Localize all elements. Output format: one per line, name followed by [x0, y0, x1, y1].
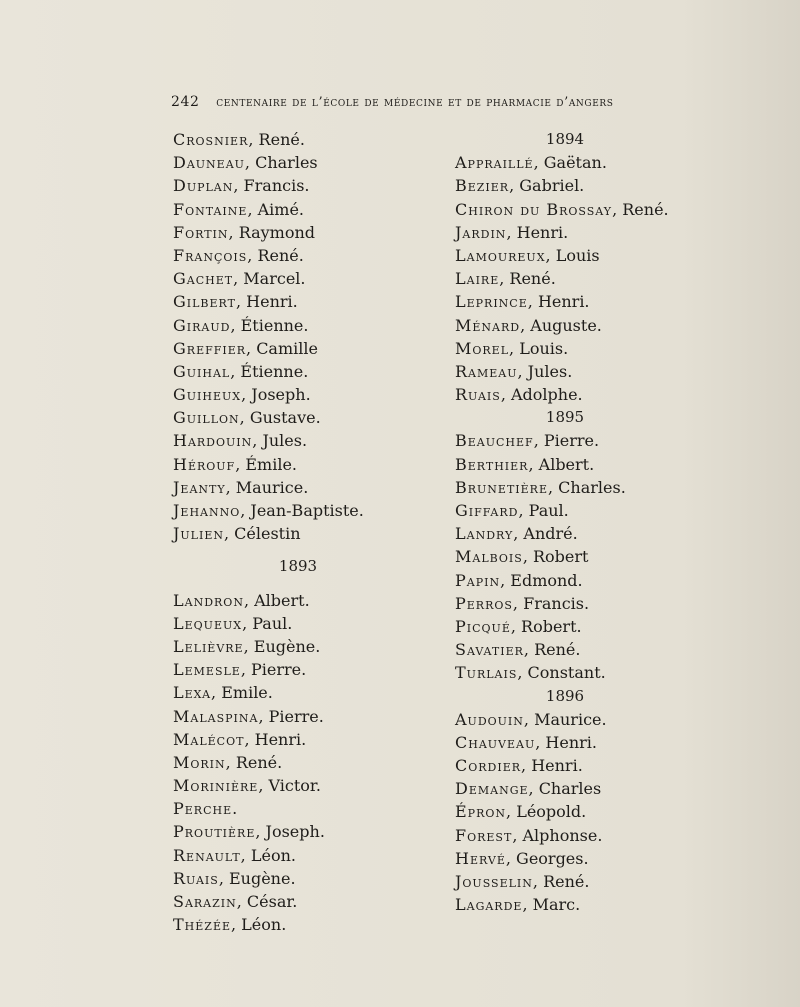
surname: Morin [173, 752, 226, 772]
given-name: René. [257, 245, 304, 265]
name-entry: Renault, Léon. [173, 845, 296, 865]
name-entry: Brunetière, Charles. [455, 477, 626, 497]
given-name: Victor. [268, 776, 321, 796]
surname: Turlais [455, 663, 518, 683]
left-block-2 [173, 589, 473, 937]
given-name: Albert. [254, 590, 310, 610]
given-name: Constant. [527, 663, 606, 683]
surname: Malaspina [173, 706, 259, 726]
given-name: Georges. [516, 848, 589, 868]
given-name: Aimé. [257, 199, 305, 219]
name-entry: Cordier, Henri. [455, 756, 583, 776]
surname: Hervé [455, 848, 506, 868]
surname: Ruais [173, 868, 219, 888]
given-name: Joseph. [251, 385, 311, 405]
left-block-1 [173, 128, 473, 545]
given-name: Gabriel. [519, 176, 585, 196]
name-entry: Ruais, Adolphe. [455, 385, 583, 405]
name-entry: Guiheux, Joseph. [173, 385, 311, 405]
given-name: Henri. [254, 729, 307, 749]
name-entry: Leprince, Henri. [455, 292, 590, 312]
name-entry: Lequeux, Paul. [173, 613, 293, 633]
name-entry: Duplan, Francis. [173, 176, 310, 196]
given-name: René. [543, 872, 590, 891]
name-entry: Lelièvre, Eugène. [173, 636, 321, 656]
given-name: Henri. [531, 756, 583, 776]
name-entry: Julien, Célestin [173, 524, 301, 544]
name-entry: Fontaine, Aimé. [173, 199, 305, 219]
name-entry: Landron, Albert. [173, 590, 310, 610]
page-number: 242 [171, 94, 200, 110]
name-entry: Dauneau, Charles [173, 153, 318, 173]
surname: Landry [455, 524, 514, 544]
given-name: Léon. [250, 845, 296, 865]
right-block-1 [455, 151, 675, 406]
surname: Chiron du Brossay [455, 199, 613, 219]
name-entry: Giraud, Étienne. [173, 315, 309, 335]
name-entry: Gilbert, Henri. [173, 292, 298, 312]
given-name: Camille [256, 338, 318, 358]
surname: Morinière [173, 776, 259, 796]
name-entry: Papin, Edmond. [455, 570, 583, 590]
given-name: Maurice. [235, 477, 309, 497]
surname: Brunetière [455, 477, 548, 497]
name-entry: Lagarde, Marc. [455, 895, 581, 915]
given-name: Marcel. [243, 269, 306, 289]
given-name: Gustave. [249, 408, 321, 428]
year-heading: 1893 [278, 557, 318, 576]
surname: Dauneau [173, 153, 245, 173]
given-name: Charles. [558, 477, 626, 497]
surname: Giraud [173, 315, 231, 335]
surname: Renault [173, 845, 241, 865]
surname: Giffard [455, 501, 519, 520]
surname: Lexa [173, 683, 212, 703]
given-name: Henri. [537, 292, 590, 312]
name-entry: Lexa, Emile. [173, 683, 273, 703]
given-name: Henri. [516, 222, 569, 242]
surname: Sarazin [173, 892, 237, 911]
name-entry: Picqué, Robert. [455, 616, 582, 636]
name-entry: Guillon, Gustave. [173, 408, 321, 428]
name-entry: Savatier, René. [455, 640, 581, 660]
given-name: Joseph. [265, 822, 325, 842]
name-entry: Ruais, Eugène. [173, 868, 296, 888]
surname: Perche. [173, 799, 239, 819]
given-name: Alphonse. [522, 825, 603, 845]
surname: Berthier [455, 454, 529, 474]
name-entry: Fortin, Raymond [173, 222, 316, 242]
given-name: Eugène. [228, 868, 296, 888]
year-heading: 1895 [545, 408, 585, 427]
given-name: Pierre. [251, 660, 307, 680]
surname: Duplan [173, 176, 234, 196]
name-entry: Giffard, Paul. [455, 501, 569, 520]
surname: Laire [455, 269, 500, 289]
surname: Perros [455, 593, 513, 613]
name-entry: Chauveau, Henri. [455, 732, 597, 752]
given-name: Maurice. [534, 709, 607, 729]
name-entry [173, 797, 473, 820]
name-entry: Greffier, Camille [173, 338, 318, 358]
name-entry: Morel, Louis. [455, 338, 569, 358]
name-entry: Proutière, Joseph. [173, 822, 325, 842]
name-entry: Rameau, Jules. [455, 361, 573, 381]
name-entry: Beauchef, Pierre. [455, 431, 600, 451]
left-column [173, 128, 473, 936]
given-name: Paul. [528, 501, 569, 520]
surname: Julien [173, 524, 224, 544]
given-name: André. [523, 524, 578, 544]
right-block-3 [455, 708, 675, 917]
given-name: Émile. [245, 454, 297, 474]
given-name: Léopold. [516, 802, 587, 822]
name-entry: Hervé, Georges. [455, 848, 589, 868]
given-name: Henri. [545, 732, 597, 752]
given-name: Jules. [262, 431, 308, 451]
given-name: Raymond [238, 222, 316, 242]
name-entry: Turlais, Constant. [455, 663, 606, 683]
surname: Morel [455, 338, 510, 358]
surname: Picqué [455, 616, 511, 636]
name-entry: Crosnier, René. [173, 130, 305, 149]
given-name: Célestin [234, 524, 301, 544]
right-column [455, 128, 675, 916]
name-entry: Gachet, Marcel. [173, 269, 306, 289]
given-name: Albert. [538, 454, 595, 474]
given-name: René. [258, 130, 305, 149]
given-name: René. [235, 752, 283, 772]
given-name: Auguste. [530, 315, 602, 335]
surname: Jardin [455, 222, 507, 242]
surname: Thézée [173, 915, 231, 935]
given-name: César. [246, 892, 298, 911]
given-name: René. [622, 199, 669, 219]
name-entry: Épron, Léopold. [455, 802, 587, 822]
given-name: Paul. [252, 613, 293, 633]
name-entry: Jehanno, Jean-Baptiste. [173, 501, 364, 520]
name-entry: Jeanty, Maurice. [173, 477, 309, 497]
surname: Lemesle [173, 660, 241, 680]
surname: Bezier [455, 176, 510, 196]
surname: Demange [455, 779, 529, 799]
surname: Fontaine [173, 199, 248, 219]
surname: Malbois [455, 547, 523, 567]
name-entry: Demange, Charles [455, 779, 602, 799]
name-entry: Malécot, Henri. [173, 729, 307, 749]
name-entry: Bezier, Gabriel. [455, 176, 585, 196]
given-name: Francis. [243, 176, 310, 196]
surname: Beauchef [455, 431, 534, 451]
given-name: René. [509, 269, 556, 289]
name-entry: Laire, René. [455, 269, 556, 289]
surname: Savatier [455, 640, 524, 660]
surname: Leprince [455, 292, 528, 312]
name-entry: Audouin, Maurice. [455, 709, 607, 729]
given-name: Emile. [221, 683, 273, 703]
surname: Épron [455, 802, 507, 822]
name-entry: Morin, René. [173, 752, 283, 772]
given-name: Charles [255, 153, 318, 173]
name-entry: Jousselin, René. [455, 872, 590, 891]
surname: Lelièvre [173, 636, 244, 656]
surname: Landron [173, 590, 244, 610]
given-name: Robert. [521, 616, 582, 636]
name-entry: Morinière, Victor. [173, 776, 321, 796]
name-entry: Malbois, Robert [455, 547, 589, 567]
surname: Crosnier [173, 130, 249, 149]
surname: Jehanno [173, 501, 241, 520]
year-heading: 1894 [545, 130, 585, 148]
surname: Hardouin [173, 431, 253, 451]
year-heading: 1896 [545, 686, 585, 705]
name-entry: Chiron du Brossay, René. [455, 199, 669, 219]
name-entry: Appraillé, Gaëtan. [455, 153, 607, 173]
running-header [171, 94, 671, 118]
surname: Lagarde [455, 895, 523, 915]
name-entry: Perros, Francis. [455, 593, 590, 613]
name-entry: Guihal, Étienne. [173, 361, 309, 381]
name-entry: Landry, André. [455, 524, 578, 544]
given-name: Marc. [532, 895, 581, 915]
surname: Gilbert [173, 292, 236, 312]
surname: Appraillé [455, 153, 534, 173]
given-name: Henri. [246, 292, 298, 312]
given-name: Adolphe. [510, 385, 583, 405]
given-name: Charles [538, 779, 602, 799]
surname: Cordier [455, 756, 522, 776]
given-name: Pierre. [268, 706, 324, 726]
given-name: Jules. [527, 361, 573, 381]
surname: François [173, 245, 248, 265]
surname: Lequeux [173, 613, 243, 633]
surname: Forest [455, 825, 513, 845]
given-name: Francis. [523, 593, 590, 613]
given-name: Léon. [241, 915, 287, 935]
running-title: centenaire de l’école de médecine et de pharmacie d’angers [216, 95, 614, 110]
name-entry: François, René. [173, 245, 304, 265]
given-name: Pierre. [543, 431, 600, 451]
name-entry: Forest, Alphonse. [455, 825, 603, 845]
given-name: Louis [555, 245, 600, 265]
given-name: Jean-Baptiste. [250, 501, 364, 520]
given-name: Étienne. [240, 315, 309, 335]
surname: Malécot [173, 729, 245, 749]
name-entry: Ménard, Auguste. [455, 315, 602, 335]
surname: Fortin [173, 222, 229, 242]
surname: Guiheux [173, 385, 242, 405]
name-entry: Lemesle, Pierre. [173, 660, 307, 680]
surname: Guillon [173, 408, 240, 428]
surname: Jousselin [455, 872, 533, 891]
surname: Jeanty [173, 477, 226, 497]
surname: Ménard [455, 315, 521, 335]
surname: Hérouf [173, 454, 236, 474]
given-name: Étienne. [240, 361, 309, 381]
given-name: Louis. [519, 338, 569, 358]
surname: Guihal [173, 361, 231, 381]
name-entry: Thézée, Léon. [173, 915, 287, 935]
surname: Greffier [173, 338, 247, 358]
right-block-2 [455, 429, 675, 684]
name-entry: Jardin, Henri. [455, 222, 569, 242]
surname: Rameau [455, 361, 518, 381]
surname: Audouin [455, 709, 524, 729]
given-name: René. [534, 640, 581, 660]
surname: Gachet [173, 269, 234, 289]
name-entry: Sarazin, César. [173, 892, 298, 911]
surname: Ruais [455, 385, 501, 405]
surname: Lamoureux [455, 245, 546, 265]
surname: Proutière [173, 822, 256, 842]
given-name: Gaëtan. [543, 153, 607, 173]
name-entry: Malaspina, Pierre. [173, 706, 324, 726]
surname: Chauveau [455, 732, 536, 752]
name-entry: Berthier, Albert. [455, 454, 595, 474]
given-name: Robert [533, 547, 589, 567]
name-entry: Hardouin, Jules. [173, 431, 308, 451]
name-entry: Lamoureux, Louis [455, 245, 600, 265]
given-name: Edmond. [510, 570, 583, 590]
surname: Papin [455, 570, 501, 590]
given-name: Eugène. [253, 636, 321, 656]
name-entry: Hérouf, Émile. [173, 454, 297, 474]
